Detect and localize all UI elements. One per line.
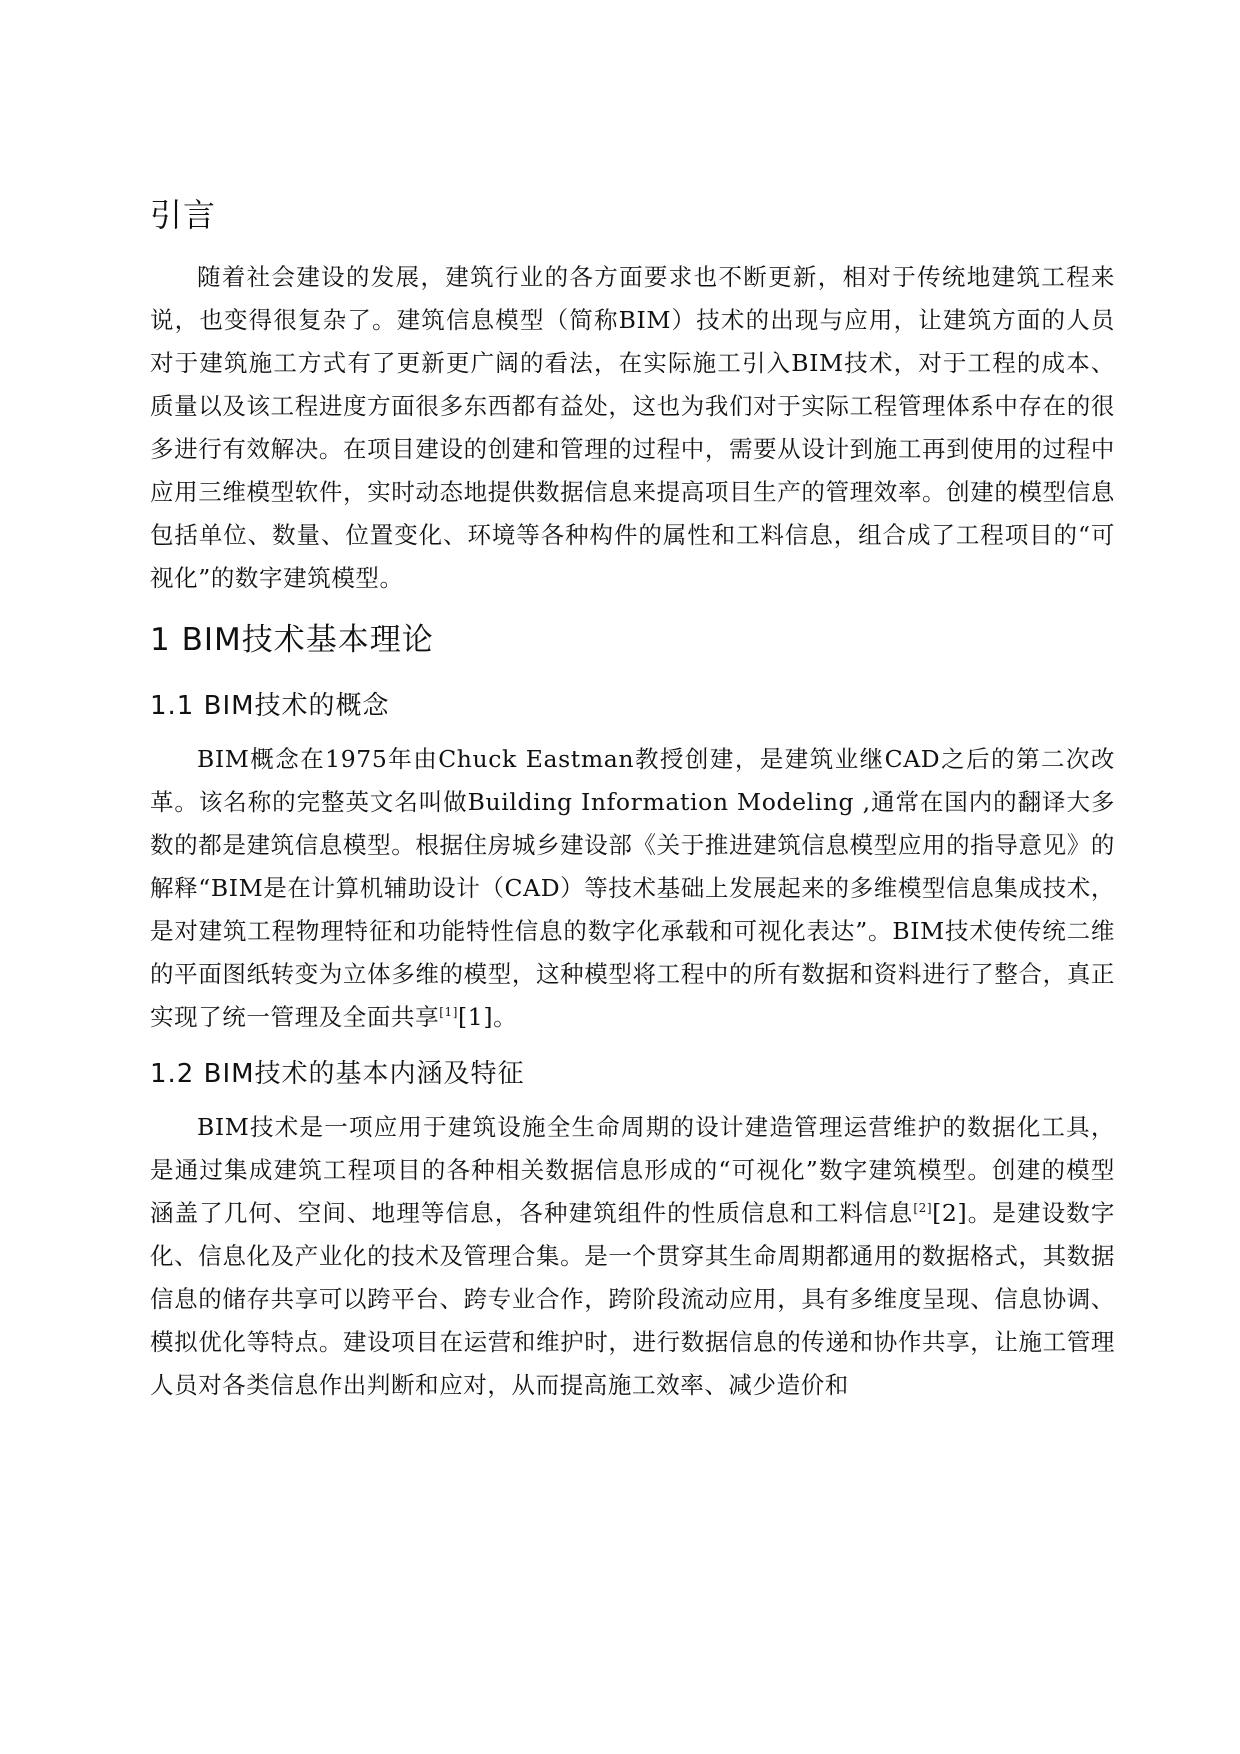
intro-heading: 引言 <box>150 196 217 234</box>
section-1-2-heading: 1.2 BIM技术的基本内涵及特征 <box>150 1059 525 1089</box>
section-1-2-paragraph <box>150 1106 1115 1407</box>
page-content <box>150 190 1115 1407</box>
chapter-1-heading: 1 BIM技术基本理论 <box>150 622 434 658</box>
section-1-2-text: BIM技术是一项应用于建筑设施全生命周期的设计建造管理运营维护的数据化工具，是通过集成建筑工程项目的各种相关数据信息形成的“可视化”数字建筑模型。创建的模型涵盖了几何、空间、地理等信息，各种建筑组件的性质信息和工料信息 <box>150 1113 1115 1227</box>
citation-superscript: [1] <box>439 1005 459 1020</box>
section-1-1-text: BIM概念在1975年由Chuck Eastman教授创建，是建筑业继CAD之后的第二次改革。该名称的完整英文名叫做Building Information Modeling ,通常在国内的翻译大多数的都是建筑信息模型。根据住房城乡建设部《关于推进建筑信息模型应用的指导意见》的解释“BIM是在计算机辅助设计（CAD）等技术基础上发展起来的多维模型信息集成技术，是对建筑工程物理特征和功能特性信息的数字化承载和可视化表达”。BIM技术使传统二维的平面图纸转变为立体多维的模型，这种模型将工程中的所有数据和资料进行了整合，真正实现了统一管理及全面共享 <box>150 745 1115 1031</box>
citation-superscript: [2] <box>913 1201 933 1216</box>
section-1-2-text-tail: [2]。是建设数字化、信息化及产业化的技术及管理合集。是一个贯穿其生命周期都通用的数据格式，其数据信息的储存共享可以跨平台、跨专业合作，跨阶段流动应用，具有多维度呈现、信息协调、模拟优化等特点。建设项目在运营和维护时，进行数据信息的传递和协作共享，让施工管理人员对各类信息作出判断和应对，从而提高施工效率、减少造价和 <box>150 1199 1115 1399</box>
section-1-1-heading: 1.1 BIM技术的概念 <box>150 691 390 721</box>
intro-paragraph: 随着社会建设的发展，建筑行业的各方面要求也不断更新，相对于传统地建筑工程来说，也变得很复杂了。建筑信息模型（简称BIM）技术的出现与应用，让建筑方面的人员对于建筑施工方式有了更新更广阔的看法，在实际施工引入BIM技术，对于工程的成本、质量以及该工程进度方面很多东西都有益处，这也为我们对于实际工程管理体系中存在的很多进行有效解决。在项目建设的创建和管理的过程中，需要从设计到施工再到使用的过程中应用三维模型软件，实时动态地提供数据信息来提高项目生产的管理效率。创建的模型信息包括单位、数量、位置变化、环境等各种构件的属性和工料信息，组合成了工程项目的“可视化”的数字建筑模型。 <box>150 263 1115 592</box>
section-1-1-paragraph <box>150 738 1115 1039</box>
section-1-1-text-tail: [1]。 <box>458 1003 518 1031</box>
